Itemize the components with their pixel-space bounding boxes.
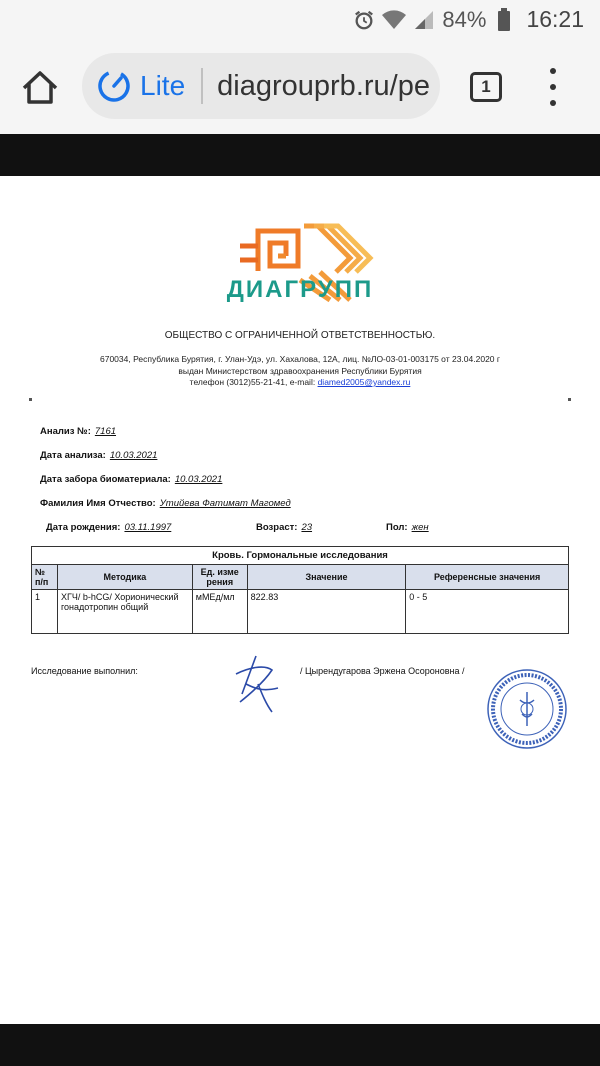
lite-mode-icon [96, 68, 132, 104]
sex-value: жен [411, 522, 429, 533]
sex-label: Пол: [386, 522, 408, 533]
header-reference: Референсные значения [406, 565, 569, 590]
cell-num: 1 [32, 590, 58, 634]
page-header-bar [0, 134, 600, 176]
results-table [31, 546, 569, 634]
battery-percent: 84% [442, 6, 487, 32]
page-footer-bar [0, 1024, 600, 1066]
birth-date-field [46, 522, 171, 533]
table-header-row [32, 565, 569, 590]
status-icons [352, 6, 584, 33]
birth-date-label: Дата рождения: [46, 522, 121, 533]
more-menu-icon[interactable] [546, 68, 560, 106]
patient-name-value: Утийева Фатимат Магомед [159, 498, 291, 509]
contact-line [0, 377, 600, 387]
performed-by-label: Исследование выполнил: [31, 666, 138, 676]
header-unit: Ед. изме рения [192, 565, 247, 590]
analysis-date-label: Дата анализа: [40, 450, 106, 461]
browser-toolbar [0, 40, 600, 134]
divider-dot-right [568, 398, 571, 401]
sex-field [386, 522, 429, 533]
lite-label: Lite [140, 70, 186, 101]
analysis-number-value: 7161 [94, 426, 117, 437]
performer-name: / Цырендугарова Эржена Осороновна / [300, 666, 465, 676]
analysis-date-field [40, 450, 157, 461]
patient-name-label: Фамилия Имя Отчество: [40, 498, 156, 509]
alarm-icon [352, 8, 376, 32]
sample-date-value: 10.03.2021 [174, 474, 223, 485]
cell-unit: мМЕд/мл [192, 590, 247, 634]
address-line: 670034, Республика Бурятия, г. Улан-Удэ, ул. Хахалова, 12А, лиц. №ЛО-03-01-003175 от 23.04.2020 г [100, 354, 500, 364]
home-icon [18, 66, 62, 110]
address-bar[interactable] [82, 53, 440, 119]
age-label: Возраст: [256, 522, 298, 533]
cell-method: ХГЧ/ b-hCG/ Хорионический гонадотропин общий [57, 590, 192, 634]
document-page [0, 176, 600, 1024]
header-value: Значение [247, 565, 406, 590]
email-link[interactable]: diamed2005@yandex.ru [317, 377, 411, 387]
sample-date-field [40, 474, 222, 485]
org-title: ОБЩЕСТВО С ОГРАНИЧЕННОЙ ОТВЕТСТВЕННОСТЬЮ. [164, 330, 436, 341]
url-text[interactable]: diagrouprb.ru/pe [217, 69, 430, 102]
cell-reference: 0 - 5 [406, 590, 569, 634]
signal-icon [412, 8, 436, 32]
analysis-date-value: 10.03.2021 [109, 450, 158, 461]
status-bar [0, 0, 600, 40]
header-num: № п/п [32, 565, 58, 590]
table-row [32, 590, 569, 634]
patient-name-field [40, 498, 291, 509]
cell-value: 822.83 [247, 590, 406, 634]
omnibox-divider [201, 68, 203, 104]
clock-time: 16:21 [526, 6, 584, 32]
table-caption-row [32, 547, 569, 565]
sample-date-label: Дата забора биоматериала: [40, 474, 171, 485]
battery-icon [492, 8, 516, 32]
analysis-number-field [40, 426, 116, 437]
table-caption: Кровь. Гормональные исследования [32, 547, 569, 565]
analysis-number-label: Анализ №: [40, 426, 91, 437]
birth-date-value: 03.11.1997 [124, 522, 172, 533]
issuer-line: выдан Министерством здравоохранения Республики Бурятия [178, 366, 422, 376]
stamp-seal-icon [486, 668, 568, 750]
logo-text: ДИАГРУПП [226, 276, 374, 303]
header-method: Методика [57, 565, 192, 590]
divider-dot-left [29, 398, 32, 401]
wifi-icon [382, 8, 406, 32]
tab-switcher-button[interactable]: 1 [470, 72, 502, 102]
signature-icon [228, 654, 284, 716]
phone-text: телефон (3012)55-21-41, e-mail: [189, 377, 316, 387]
age-value: 23 [301, 522, 313, 533]
home-button[interactable] [18, 66, 62, 110]
age-field [256, 522, 312, 533]
